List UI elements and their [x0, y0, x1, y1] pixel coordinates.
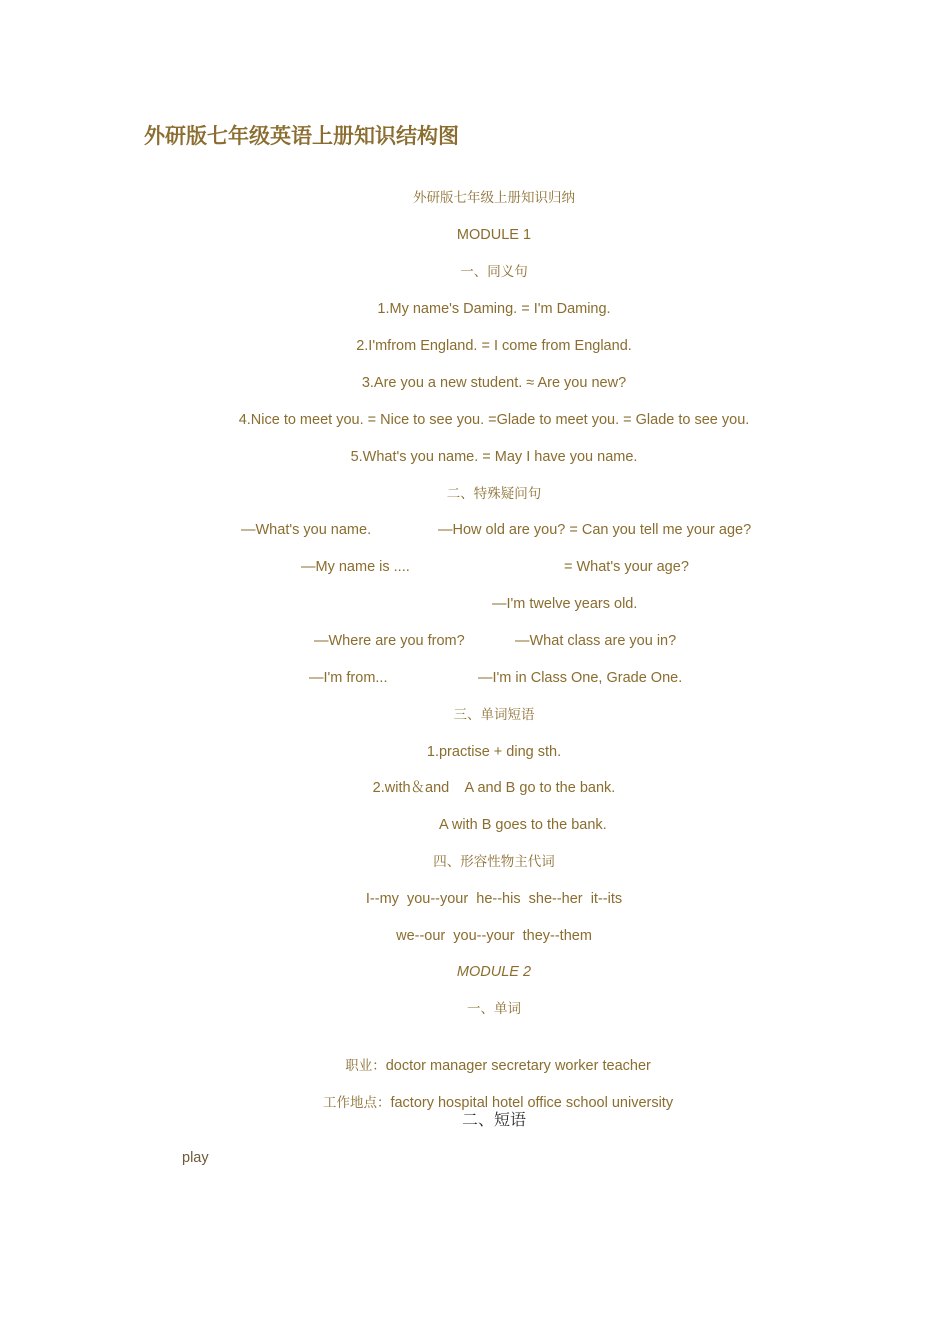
- question-row2-left: —My name is ....: [301, 559, 410, 575]
- jobs-label: 职业：: [345, 1058, 386, 1074]
- question-row5-right: —I'm in Class One, Grade One.: [478, 670, 683, 686]
- synonym-4: 4.Nice to meet you. = Nice to see you. =Glade to meet you. = Glade to see you.: [238, 412, 750, 428]
- places-list: factory hospital hotel office school university: [390, 1095, 674, 1111]
- question-row1-right: —How old are you? = Can you tell me your age?: [438, 522, 752, 538]
- pronouns-line-1: I--my you--your he--his she--her it--its: [365, 891, 623, 907]
- play-text: play: [182, 1150, 209, 1166]
- section-short-phrases-title: 二、短语: [461, 1110, 526, 1129]
- phrase-2: 2.with＆and A and B go to the bank.: [372, 780, 616, 796]
- section-words-title: 一、单词: [467, 1001, 521, 1017]
- module1-heading: MODULE 1: [456, 227, 532, 243]
- pronouns-line-2: we--our you--your they--them: [396, 928, 592, 944]
- synonym-2: 2.I'mfrom England. = I come from England.: [356, 338, 632, 354]
- document-subtitle: 外研版七年级上册知识归纳: [413, 190, 575, 206]
- synonym-3: 3.Are you a new student. ≈ Are you new?: [361, 375, 627, 391]
- places-line: [0, 1073, 950, 1113]
- synonym-1: 1.My name's Daming. = I'm Daming.: [377, 301, 611, 317]
- question-row5-left: —I'm from...: [309, 670, 388, 686]
- question-row4-right: —What class are you in?: [515, 633, 677, 649]
- places-label: 工作地点：: [322, 1095, 391, 1111]
- question-row4-left: —Where are you from?: [314, 633, 465, 649]
- section-pronouns-title: 四、形容性物主代词: [433, 854, 555, 870]
- module2-heading: MODULE 2: [456, 964, 532, 980]
- question-row3: —I'm twelve years old.: [492, 596, 638, 612]
- phrase-3: A with B goes to the bank.: [439, 817, 607, 833]
- section-synonyms-title: 一、同义句: [460, 264, 528, 280]
- synonym-5: 5.What's you name. = May I have you name.: [350, 449, 638, 465]
- question-row2-right: = What's your age?: [564, 559, 689, 575]
- jobs-line: [0, 1036, 950, 1076]
- phrase-1: 1.practise + ding sth.: [426, 744, 562, 760]
- section-phrases-title: 三、单词短语: [453, 707, 535, 723]
- question-row1-left: —What's you name.: [241, 522, 372, 538]
- jobs-list: doctor manager secretary worker teacher: [385, 1058, 651, 1074]
- document-title: 外研版七年级英语上册知识结构图: [144, 123, 459, 148]
- section-questions-title: 二、特殊疑问句: [446, 486, 542, 502]
